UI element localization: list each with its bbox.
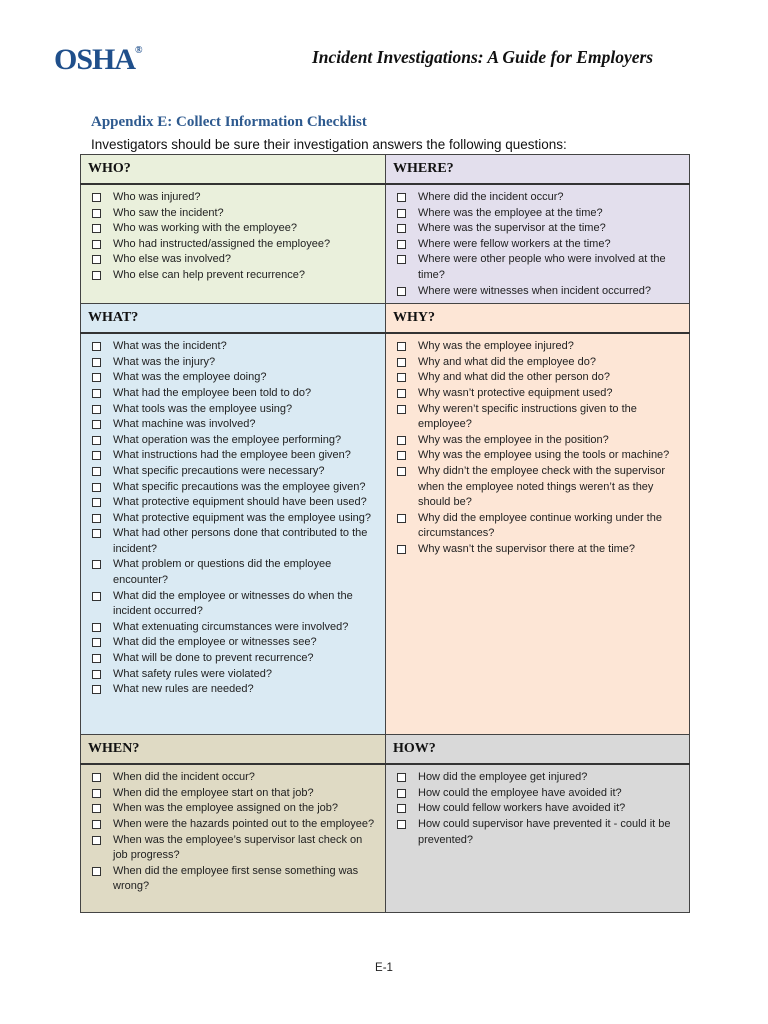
question-text: What protective equipment was the employee using? bbox=[113, 511, 372, 524]
what-question-item bbox=[92, 417, 379, 433]
what-question-item bbox=[92, 464, 379, 480]
checkbox[interactable] bbox=[92, 389, 101, 398]
question-text: What was the injury? bbox=[113, 355, 216, 368]
checkbox[interactable] bbox=[92, 193, 101, 202]
when-question-item bbox=[92, 801, 379, 817]
checkbox[interactable] bbox=[397, 209, 406, 218]
question-text: When did the incident occur? bbox=[113, 771, 255, 784]
osha-logo bbox=[54, 43, 142, 77]
who-question-item bbox=[92, 237, 379, 253]
what-question-item bbox=[92, 402, 379, 418]
checkbox[interactable] bbox=[92, 209, 101, 218]
what-question-item bbox=[92, 682, 379, 698]
question-text: What did the employee or witnesses do when the incident occurred? bbox=[113, 589, 353, 618]
what-cell bbox=[81, 333, 386, 735]
what-question-item bbox=[92, 651, 379, 667]
question-text: Why did the employee continue working under the circumstances? bbox=[418, 511, 662, 540]
why-question-item bbox=[397, 511, 683, 542]
how-list bbox=[386, 765, 689, 852]
checkbox[interactable] bbox=[92, 255, 101, 264]
question-text: When was the employee assigned on the job? bbox=[113, 802, 339, 815]
what-question-item bbox=[92, 480, 379, 496]
checkbox[interactable] bbox=[92, 560, 101, 569]
what-header: WHAT? bbox=[81, 304, 386, 334]
who-question-item bbox=[92, 221, 379, 237]
checkbox[interactable] bbox=[92, 514, 101, 523]
how-question-item bbox=[397, 786, 683, 802]
question-text: Where were other people who were involved at the time? bbox=[418, 253, 666, 281]
question-text: Why wasn’t protective equipment used? bbox=[418, 386, 613, 399]
checkbox[interactable] bbox=[397, 451, 406, 460]
question-text: What problem or questions did the employee encounter? bbox=[113, 558, 332, 587]
checkbox[interactable] bbox=[92, 436, 101, 445]
question-text: Where were fellow workers at the time? bbox=[418, 237, 611, 250]
question-text: What was the incident? bbox=[113, 340, 227, 353]
when-question-item bbox=[92, 817, 379, 833]
why-question-item bbox=[397, 402, 683, 433]
checkbox[interactable] bbox=[92, 804, 101, 813]
question-text: Who else can help prevent recurrence? bbox=[113, 268, 305, 281]
why-header: WHY? bbox=[386, 304, 690, 334]
checkbox[interactable] bbox=[92, 623, 101, 632]
why-question-item bbox=[397, 370, 683, 386]
checkbox[interactable] bbox=[397, 255, 406, 264]
who-list bbox=[81, 185, 385, 288]
question-text: What extenuating circumstances were involved? bbox=[113, 620, 349, 633]
question-text: Where did the incident occur? bbox=[418, 191, 564, 203]
question-text: Why was the employee in the position? bbox=[418, 433, 609, 446]
where-list bbox=[386, 185, 689, 303]
question-text: What new rules are needed? bbox=[113, 683, 254, 696]
checkbox[interactable] bbox=[92, 373, 101, 382]
question-text: What specific precautions was the employee given? bbox=[113, 480, 366, 493]
what-question-item bbox=[92, 667, 379, 683]
checkbox[interactable] bbox=[397, 389, 406, 398]
where-question-item bbox=[397, 284, 683, 300]
where-question-item bbox=[397, 237, 683, 253]
when-list bbox=[81, 765, 385, 899]
checkbox[interactable] bbox=[397, 358, 406, 367]
checkbox[interactable] bbox=[92, 789, 101, 798]
when-question-item bbox=[92, 770, 379, 786]
what-question-item bbox=[92, 355, 379, 371]
checkbox[interactable] bbox=[92, 498, 101, 507]
who-question-item bbox=[92, 190, 379, 206]
who-question-item bbox=[92, 252, 379, 268]
what-list bbox=[81, 334, 385, 702]
checkbox[interactable] bbox=[92, 670, 101, 679]
intro-text: Investigators should be sure their investigation answers the following questions: bbox=[91, 137, 567, 152]
question-text: Why was the employee injured? bbox=[418, 340, 574, 353]
checkbox[interactable] bbox=[397, 804, 406, 813]
how-question-item bbox=[397, 817, 683, 848]
question-text: When was the employee’s supervisor last check on job progress? bbox=[113, 833, 363, 862]
how-header: HOW? bbox=[386, 735, 690, 765]
checkbox[interactable] bbox=[397, 240, 406, 249]
when-header: WHEN? bbox=[81, 735, 386, 765]
checkbox[interactable] bbox=[92, 358, 101, 367]
checkbox[interactable] bbox=[92, 420, 101, 429]
what-question-item bbox=[92, 511, 379, 527]
what-question-item bbox=[92, 557, 379, 588]
question-text: What protective equipment should have been used? bbox=[113, 496, 367, 509]
what-question-item bbox=[92, 386, 379, 402]
where-question-item bbox=[397, 221, 683, 237]
checkbox[interactable] bbox=[92, 342, 101, 351]
checkbox[interactable] bbox=[92, 836, 101, 845]
why-list bbox=[386, 334, 689, 561]
what-question-item bbox=[92, 433, 379, 449]
question-text: Who else was involved? bbox=[113, 253, 232, 266]
question-text: How did the employee get injured? bbox=[418, 771, 588, 784]
question-text: When did the employee start on that job? bbox=[113, 786, 314, 799]
question-text: What will be done to prevent recurrence? bbox=[113, 652, 314, 665]
why-cell bbox=[386, 333, 690, 735]
question-text: Where were witnesses when incident occurred? bbox=[418, 284, 651, 297]
page-number: E-1 bbox=[375, 962, 393, 974]
question-text: What instructions had the employee been given? bbox=[113, 449, 351, 462]
when-question-item bbox=[92, 833, 379, 864]
how-cell bbox=[386, 764, 690, 913]
checkbox[interactable] bbox=[92, 224, 101, 233]
question-text: How could fellow workers have avoided it? bbox=[418, 802, 626, 815]
why-question-item bbox=[397, 433, 683, 449]
what-question-item bbox=[92, 448, 379, 464]
osha-logo-text: OSHA bbox=[54, 43, 136, 76]
question-text: How could the employee have avoided it? bbox=[418, 786, 622, 799]
question-text: When did the employee first sense something was wrong? bbox=[113, 864, 359, 893]
checkbox[interactable] bbox=[397, 224, 406, 233]
why-question-item bbox=[397, 355, 683, 371]
question-text: What machine was involved? bbox=[113, 418, 256, 431]
checkbox[interactable] bbox=[397, 545, 406, 554]
question-text: Why was the employee using the tools or machine? bbox=[418, 449, 670, 462]
checkbox[interactable] bbox=[397, 342, 406, 351]
question-text: Why wasn’t the supervisor there at the time? bbox=[418, 542, 636, 555]
who-question-item bbox=[92, 206, 379, 222]
why-question-item bbox=[397, 339, 683, 355]
where-question-item bbox=[397, 252, 683, 283]
what-question-item bbox=[92, 635, 379, 651]
checkbox[interactable] bbox=[397, 467, 406, 476]
question-text: Who was working with the employee? bbox=[113, 222, 298, 235]
where-question-item bbox=[397, 190, 683, 206]
question-text: What operation was the employee performing? bbox=[113, 433, 342, 446]
why-question-item bbox=[397, 542, 683, 558]
what-question-item bbox=[92, 589, 379, 620]
how-question-item bbox=[397, 770, 683, 786]
how-question-item bbox=[397, 801, 683, 817]
checkbox[interactable] bbox=[397, 773, 406, 782]
checkbox[interactable] bbox=[92, 654, 101, 663]
checkbox[interactable] bbox=[397, 514, 406, 523]
question-text: How could supervisor have prevented it - could it be prevented? bbox=[418, 817, 671, 846]
where-header: WHERE? bbox=[386, 155, 690, 185]
why-question-item bbox=[397, 448, 683, 464]
question-text: What did the employee or witnesses see? bbox=[113, 636, 317, 649]
appendix-title: Appendix E: Collect Information Checklist bbox=[91, 114, 367, 130]
question-text: Who saw the incident? bbox=[113, 206, 224, 219]
checkbox[interactable] bbox=[92, 405, 101, 414]
where-question-item bbox=[397, 206, 683, 222]
question-text: Why weren’t specific instructions given to the employee? bbox=[418, 402, 637, 431]
question-text: What was the employee doing? bbox=[113, 371, 267, 384]
checkbox[interactable] bbox=[92, 773, 101, 782]
checkbox[interactable] bbox=[92, 240, 101, 249]
checkbox[interactable] bbox=[397, 193, 406, 202]
what-question-item bbox=[92, 526, 379, 557]
question-text: Why didn’t the employee check with the supervisor when the employee noted things weren’t as they should be? bbox=[418, 464, 666, 509]
question-text: Who was injured? bbox=[113, 191, 201, 203]
checkbox[interactable] bbox=[397, 820, 406, 829]
why-question-item bbox=[397, 464, 683, 511]
checkbox[interactable] bbox=[397, 287, 406, 296]
question-text: What specific precautions were necessary? bbox=[113, 464, 325, 477]
checklist-table bbox=[80, 154, 690, 913]
who-cell bbox=[81, 184, 386, 304]
checkbox[interactable] bbox=[92, 867, 101, 876]
what-question-item bbox=[92, 370, 379, 386]
what-question-item bbox=[92, 620, 379, 636]
checkbox[interactable] bbox=[92, 451, 101, 460]
question-text: Why and what did the other person do? bbox=[418, 371, 611, 384]
when-cell bbox=[81, 764, 386, 913]
checkbox[interactable] bbox=[92, 483, 101, 492]
who-header: WHO? bbox=[81, 155, 386, 185]
what-question-item bbox=[92, 495, 379, 511]
checkbox[interactable] bbox=[92, 467, 101, 476]
checkbox[interactable] bbox=[92, 529, 101, 538]
checkbox[interactable] bbox=[92, 685, 101, 694]
question-text: What had the employee been told to do? bbox=[113, 386, 312, 399]
question-text: What tools was the employee using? bbox=[113, 402, 293, 415]
when-question-item bbox=[92, 864, 379, 895]
who-question-item bbox=[92, 268, 379, 284]
question-text: What safety rules were violated? bbox=[113, 667, 272, 680]
where-cell bbox=[386, 184, 690, 304]
question-text: Who had instructed/assigned the employee? bbox=[113, 237, 331, 250]
question-text: Why and what did the employee do? bbox=[418, 355, 596, 368]
document-title: Incident Investigations: A Guide for Employers bbox=[312, 47, 654, 67]
when-question-item bbox=[92, 786, 379, 802]
checkbox[interactable] bbox=[397, 405, 406, 414]
checkbox[interactable] bbox=[92, 271, 101, 280]
checkbox[interactable] bbox=[92, 592, 101, 601]
why-question-item bbox=[397, 386, 683, 402]
checkbox[interactable] bbox=[92, 638, 101, 647]
checkbox[interactable] bbox=[397, 436, 406, 445]
what-question-item bbox=[92, 339, 379, 355]
question-text: When were the hazards pointed out to the employee? bbox=[113, 817, 375, 830]
question-text: What had other persons done that contributed to the incident? bbox=[113, 527, 368, 555]
question-text: Where was the employee at the time? bbox=[418, 206, 603, 219]
registered-mark: ® bbox=[135, 45, 142, 56]
checkbox[interactable] bbox=[397, 789, 406, 798]
checkbox[interactable] bbox=[397, 373, 406, 382]
question-text: Where was the supervisor at the time? bbox=[418, 222, 606, 235]
checkbox[interactable] bbox=[92, 820, 101, 829]
